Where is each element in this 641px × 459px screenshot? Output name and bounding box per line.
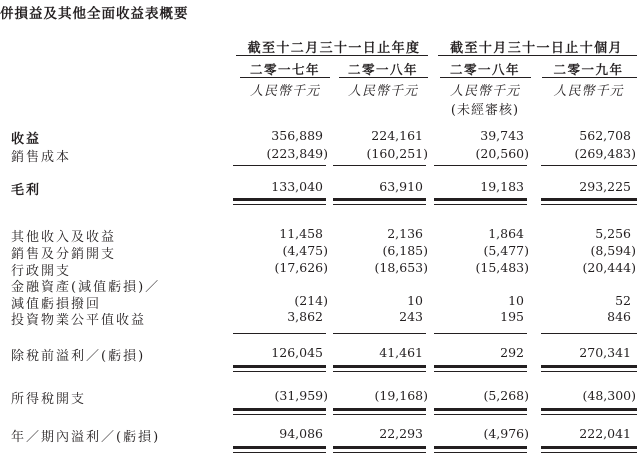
- total-rule: [333, 365, 426, 368]
- cell: 63,910: [379, 179, 423, 194]
- cell: (4,976): [483, 426, 529, 441]
- header-rule-year-3: [440, 77, 531, 78]
- total-rule: [541, 365, 637, 368]
- cell: (4,475): [282, 243, 328, 258]
- cell: 562,708: [579, 128, 631, 143]
- total-rule: [233, 452, 326, 453]
- total-rule: [333, 446, 426, 449]
- total-rule: [541, 204, 637, 205]
- total-rule: [434, 414, 527, 415]
- cell: (5,477): [483, 243, 529, 258]
- total-rule: [233, 446, 326, 449]
- header-year-2017: 二零一七年: [249, 62, 320, 77]
- cell: 292: [500, 345, 524, 360]
- cell: 846: [607, 309, 631, 324]
- cell: 2,136: [387, 226, 423, 241]
- header-group-year-ended: 截至十二月三十一日止年度: [247, 41, 421, 56]
- cell: 39,743: [480, 128, 524, 143]
- total-rule: [541, 446, 637, 449]
- total-rule: [233, 414, 326, 415]
- header-unit-2: 人民幣千元: [347, 84, 418, 99]
- subtotal-rule: [541, 165, 637, 166]
- total-rule: [541, 414, 637, 415]
- cell: (8,594): [590, 243, 636, 258]
- row-label-income-tax: 所得稅開支: [11, 392, 87, 407]
- cell: 222,041: [579, 426, 631, 441]
- cell: 126,045: [271, 345, 323, 360]
- header-unaudited-note: (未經審核): [450, 103, 520, 118]
- header-year-2018-fy: 二零一八年: [347, 62, 418, 77]
- cell: (48,300): [582, 388, 636, 403]
- cell: (223,849): [266, 146, 328, 161]
- header-rule-year-1: [240, 77, 330, 78]
- cell: 22,293: [379, 426, 423, 441]
- total-rule: [233, 408, 326, 411]
- total-rule: [333, 414, 426, 415]
- total-rule: [333, 452, 426, 453]
- header-rule-group2: [438, 55, 637, 56]
- total-rule: [541, 452, 637, 453]
- row-label-other-income: 其他收入及收益: [11, 230, 117, 245]
- total-rule: [233, 198, 326, 201]
- row-label-cost-of-sales: 銷售成本: [11, 150, 72, 165]
- total-rule: [434, 365, 527, 368]
- total-rule: [333, 371, 426, 372]
- cell: 11,458: [279, 226, 323, 241]
- cell: (18,653): [374, 260, 428, 275]
- cell: (20,560): [475, 146, 529, 161]
- total-rule: [541, 198, 637, 201]
- row-label-admin-expenses: 行政開支: [11, 264, 72, 279]
- row-label-impairment-line1: 金融資產(減值虧損)／: [11, 280, 161, 295]
- row-label-selling-expenses: 銷售及分銷開支: [11, 247, 117, 262]
- header-year-2018-10m: 二零一八年: [449, 62, 520, 77]
- total-rule: [434, 371, 527, 372]
- total-rule: [434, 198, 527, 201]
- cell: 3,862: [287, 309, 323, 324]
- cell: (269,483): [574, 146, 636, 161]
- cell: 41,461: [379, 345, 423, 360]
- cell: (6,185): [382, 243, 428, 258]
- row-label-profit-for-period: 年／期內溢利／(虧損): [11, 430, 161, 445]
- cell: (31,959): [274, 388, 328, 403]
- header-unit-3: 人民幣千元: [449, 84, 520, 99]
- header-year-2019-10m: 二零一九年: [553, 62, 624, 77]
- cell: 5,256: [595, 226, 631, 241]
- row-label-gross-profit: 毛利: [11, 183, 42, 198]
- cell: 293,225: [579, 179, 631, 194]
- cell: (160,251): [366, 146, 428, 161]
- total-rule: [434, 446, 527, 449]
- cell: (5,268): [483, 388, 529, 403]
- subtotal-rule: [233, 165, 326, 166]
- total-rule: [434, 204, 527, 205]
- total-rule: [434, 452, 527, 453]
- total-rule: [233, 365, 326, 368]
- cell: (214): [294, 293, 328, 308]
- row-label-impairment-line2: 減值虧損撥回: [11, 297, 102, 312]
- header-unit-1: 人民幣千元: [249, 84, 320, 99]
- subtotal-rule: [434, 165, 527, 166]
- cell: (17,626): [274, 260, 328, 275]
- cell: 195: [500, 309, 524, 324]
- total-rule: [233, 371, 326, 372]
- total-rule: [333, 204, 426, 205]
- page-title: 併損益及其他全面收益表概要: [0, 6, 189, 22]
- total-rule: [233, 204, 326, 205]
- total-rule: [333, 198, 426, 201]
- cell: 133,040: [271, 179, 323, 194]
- subtotal-rule: [233, 333, 326, 334]
- header-rule-year-4: [542, 77, 637, 78]
- total-rule: [541, 371, 637, 372]
- cell: 356,889: [271, 128, 323, 143]
- cell: 270,341: [579, 345, 631, 360]
- row-label-revenue: 收益: [11, 132, 42, 147]
- cell: (19,168): [374, 388, 428, 403]
- cell: (15,483): [475, 260, 529, 275]
- cell: 94,086: [279, 426, 323, 441]
- row-label-fair-value-gain: 投資物業公平值收益: [11, 313, 147, 328]
- cell: 10: [407, 293, 423, 308]
- total-rule: [434, 408, 527, 411]
- cell: 243: [399, 309, 423, 324]
- subtotal-rule: [541, 333, 637, 334]
- subtotal-rule: [333, 165, 426, 166]
- row-label-profit-before-tax: 除稅前溢利／(虧損): [11, 349, 146, 364]
- header-unit-4: 人民幣千元: [553, 84, 624, 99]
- cell: 19,183: [480, 179, 524, 194]
- header-group-ten-months-ended: 截至十月三十一日止十個月: [450, 41, 623, 56]
- cell: (20,444): [582, 260, 636, 275]
- cell: 224,161: [371, 128, 423, 143]
- header-rule-year-2: [339, 77, 428, 78]
- header-rule-group1: [236, 55, 428, 56]
- cell: 52: [615, 293, 631, 308]
- cell: 1,864: [488, 226, 524, 241]
- cell: 10: [508, 293, 524, 308]
- subtotal-rule: [333, 333, 426, 334]
- total-rule: [333, 408, 426, 411]
- subtotal-rule: [434, 333, 527, 334]
- total-rule: [541, 408, 637, 411]
